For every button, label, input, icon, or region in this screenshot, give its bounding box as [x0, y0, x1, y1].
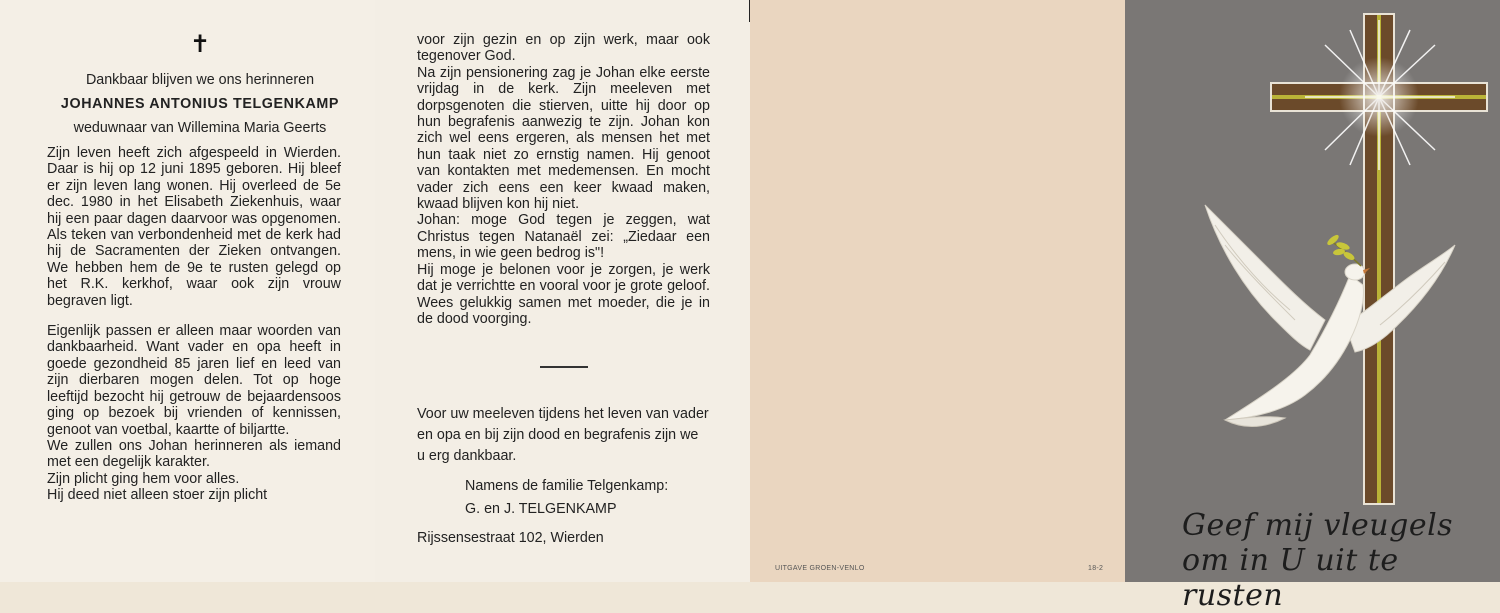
- separator-line: [540, 366, 588, 368]
- thanks-text: Voor uw meeleven tijdens het leven van vader en opa en bij zijn dood en begrafenis zijn we u erg dankbaar.: [417, 406, 709, 464]
- card-page-left: [0, 0, 375, 582]
- publisher-label: UITGAVE GROEN-VENLO: [775, 565, 865, 572]
- dove-icon: [1205, 205, 1455, 427]
- card-front: [1125, 0, 1500, 582]
- paragraph-character: We zullen ons Johan herinneren als iemand met een degelijk karakter.: [47, 437, 341, 471]
- address: Rijssensestraat 102, Wierden: [417, 530, 604, 546]
- cross-dove-illustration: [1125, 0, 1500, 582]
- text-column-1: [47, 145, 341, 504]
- paragraph-prayer: Johan: moge God tegen je zeggen, wat Christus tegen Natanaël zei: „Ziedaar een mens, in wie geen bedrog is"!: [417, 212, 710, 262]
- paragraph-gratitude: Eigenlijk passen er alleen maar woorden van dankbaarheid. Want vader en opa heeft in goede gezondheid 85 jaren lief en leed van zijn dierbaren mogen delen. Tot op hoge leeftijd bezocht hij getrouw de bejaardensoos ging op bezoek bij vrienden of kennissen, genoot van voetbal, kaartte of biljartte.: [47, 323, 341, 438]
- paragraph-duty: Zijn plicht ging hem voor alles.: [47, 470, 240, 487]
- family-names: G. en J. TELGENKAMP: [465, 501, 617, 517]
- text-column-2: [417, 32, 710, 327]
- family-signature-line: Namens de familie Telgenkamp:: [465, 478, 669, 494]
- card-back: [750, 0, 1125, 582]
- verse-line-1: Geef mij vleugels: [1182, 508, 1454, 543]
- paragraph-family: voor zijn gezin en op zijn werk, maar ook tegenover God.: [417, 32, 710, 65]
- deceased-name: JOHANNES ANTONIUS TELGENKAMP: [60, 96, 340, 112]
- cross-icon: ✝: [190, 30, 211, 58]
- intro-line: Dankbaar blijven we ons herinneren: [85, 72, 315, 88]
- verse-line-2: om in U uit te rusten: [1182, 543, 1399, 613]
- paragraph-duty-2: Hij deed niet alleen stoer zijn plicht: [47, 487, 268, 504]
- paragraph-life: Zijn leven heeft zich afgespeeld in Wierden. Daar is hij op 12 juni 1895 geboren. Hij bleef er zijn leven lang wonen. Hij overleed de 5e dec. 1980 in het Elisabeth Ziekenhuis, waar hij een paar dagen daarvoor was opgenomen. Als teken van verbondenheid met de kerk had hij de Sacramenten der Zieken ontvangen. We hebben hem de 9e te rusten gelegd op het R.K. kerkhof, waar ook zijn vrouw begraven ligt.: [47, 145, 341, 309]
- card-code: 18-2: [1088, 565, 1104, 572]
- paragraph-retirement: Na zijn pensionering zag je Johan elke eerste vrijdag in de kerk. Zijn meeleven met dorpsgenoten die stierven, uitte hij door op hun begrafenis aanwezig te zijn. Johan kon zich wel eens ergeren, als mensen het met hun taak niet zo ernstig namen. Hij genoot van kontakten met medemensen. En mocht vader zich eens een keer kwaad maken, kwaad blijven kon hij niet.: [417, 64, 710, 213]
- paragraph-blessing: Hij moge je belonen voor je zorgen, je werk dat je verrichtte en vooral voor je grote geloof. Wees gelukkig samen met moeder, die je in de dood voorging.: [417, 261, 710, 327]
- spouse-line: weduwnaar van Willemina Maria Geerts: [73, 120, 327, 136]
